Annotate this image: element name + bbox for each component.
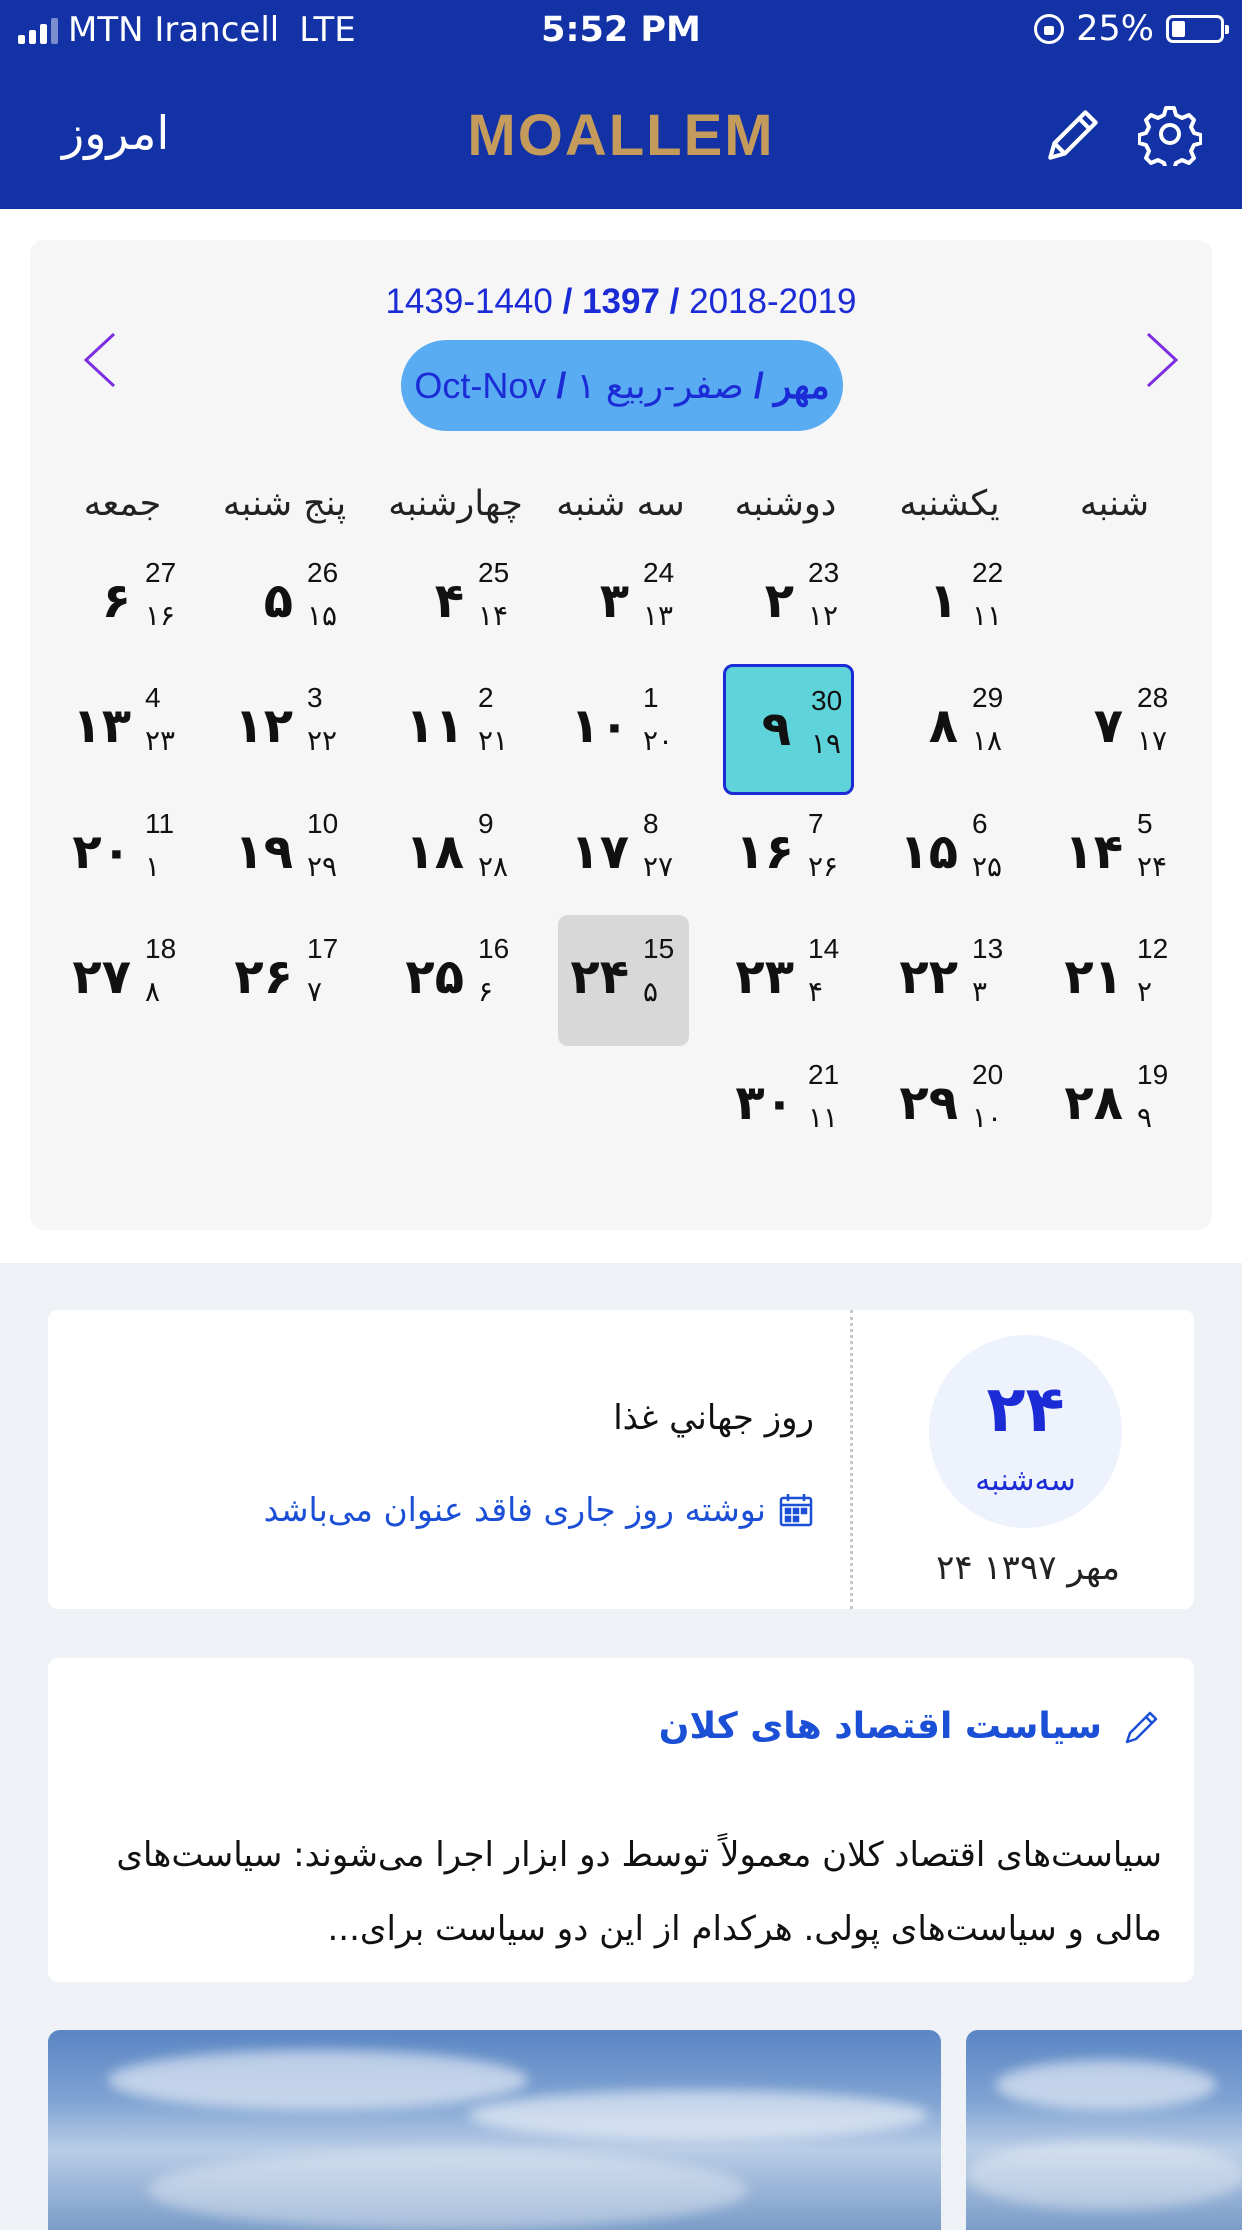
jalali-day-number: ۲۸ [1064, 1075, 1123, 1131]
note-text: نوشته روز جاری فاقد عنوان می‌باشد [263, 1490, 766, 1529]
gregorian-months: Oct-Nov [414, 365, 547, 406]
day-number: ۲۴ [986, 1373, 1065, 1447]
battery-icon [1166, 15, 1224, 43]
post-title-row[interactable] [659, 1706, 1162, 1747]
year-separator: / [562, 282, 573, 321]
weekday-label: شنبه [1079, 484, 1150, 524]
gregorian-day-number: 25 [478, 557, 510, 588]
hijri-day-number: ۱۲ [808, 599, 839, 632]
jalali-day-number: ۷ [1093, 698, 1123, 754]
weekday-label: چهارشنبه [388, 484, 523, 524]
hijri-day-number: ۸ [145, 975, 161, 1008]
hijri-day-number: ۲۹ [307, 850, 338, 883]
gregorian-day-number: 7 [808, 808, 824, 839]
jalali-day-number: ۲۴ [570, 949, 629, 1005]
jalali-day-number: ۱۳ [72, 698, 131, 754]
jalali-day-number: ۹ [761, 701, 791, 757]
gregorian-day-number: 26 [307, 557, 339, 588]
jalali-day-number: ۱۶ [735, 824, 794, 880]
weekday-label: جمعه [83, 484, 162, 524]
hijri-months: صفر-ربیع ۱ [576, 365, 744, 406]
calendar-day[interactable] [723, 539, 854, 670]
hijri-day-number: ۱۹ [811, 727, 842, 760]
hijri-day-number: ۱۰ [972, 1101, 1003, 1134]
gregorian-day-number: 28 [1137, 682, 1169, 713]
jalali-day-number: ۲۷ [72, 949, 131, 1005]
calendar-day[interactable] [222, 664, 353, 795]
full-date: ۲۴ مهر ۱۳۹۷ [936, 1548, 1120, 1588]
jalali-day-number: ۵ [263, 573, 293, 629]
top-nav-bar [0, 60, 1242, 209]
hijri-day-number: ۵ [643, 975, 659, 1008]
gregorian-day-number: 16 [478, 933, 510, 964]
jalali-day-number: ۴ [434, 573, 464, 629]
settings-gear-icon[interactable] [1138, 102, 1202, 166]
calendar-day[interactable] [1052, 915, 1183, 1046]
calendar-day[interactable] [222, 915, 353, 1046]
post-image-next[interactable] [966, 2030, 1242, 2230]
hijri-day-number: ۱۶ [145, 599, 176, 632]
calendar-day[interactable] [393, 664, 524, 795]
calendar-day[interactable] [1052, 1041, 1183, 1172]
hijri-day-number: ۲۷ [643, 850, 674, 883]
day-circle [929, 1335, 1122, 1528]
hijri-day-number: ۲ [1137, 975, 1153, 1008]
edit-icon[interactable] [1040, 102, 1106, 168]
jalali-day-number: ۲۵ [405, 949, 464, 1005]
calendar-day[interactable] [1052, 664, 1183, 795]
battery-percent: 25% [1076, 9, 1154, 49]
jalali-day-number: ۲۳ [735, 949, 794, 1005]
hijri-day-number: ۱۳ [643, 599, 674, 632]
hijri-day-number: ۷ [307, 975, 323, 1008]
hijri-day-number: ۹ [1137, 1101, 1153, 1134]
calendar-day[interactable] [887, 1041, 1018, 1172]
gregorian-day-number: 30 [811, 685, 843, 716]
jalali-day-number: ۱۵ [899, 824, 958, 880]
status-bar [0, 0, 1242, 60]
hijri-day-number: ۱ [145, 850, 161, 883]
status-right [1034, 9, 1224, 49]
jalali-day-number: ۱۰ [570, 698, 629, 754]
calendar-day[interactable] [887, 915, 1018, 1046]
calendar-section [0, 209, 1242, 1263]
gregorian-day-number: 12 [1137, 933, 1169, 964]
jalali-day-number: ۲ [764, 573, 794, 629]
jalali-day-number: ۳۰ [735, 1075, 794, 1131]
post-title: سیاست اقتصاد های کلان [658, 1706, 1102, 1747]
calendar-day[interactable] [887, 539, 1018, 670]
hijri-year: 1439-1440 [385, 282, 553, 321]
jalali-day-number: ۱۸ [405, 824, 464, 880]
gregorian-day-number: 29 [972, 682, 1004, 713]
gregorian-day-number: 27 [145, 557, 177, 588]
gregorian-day-number: 20 [972, 1059, 1004, 1090]
card-divider [850, 1310, 853, 1609]
gregorian-day-number: 11 [145, 808, 175, 839]
year-separator: / [669, 282, 680, 321]
calendar-day[interactable] [558, 664, 689, 795]
calendar-day[interactable] [558, 539, 689, 670]
gregorian-day-number: 5 [1137, 808, 1153, 839]
hijri-day-number: ۲۵ [972, 850, 1003, 883]
month-separator: / [556, 365, 567, 406]
jalali-day-number: ۱۷ [570, 824, 629, 880]
calendar-day[interactable] [723, 790, 854, 921]
jalali-day-number: ۲۶ [234, 949, 293, 1005]
calendar-day[interactable] [60, 539, 191, 670]
post-excerpt: سیاست‌های اقتصاد کلان معمولاً توسط دو ابزار اجرا می‌شوند: سیاست‌های مالی و سیاست‌های پولی. هرکدام از این دو سیاست برای... [116, 1835, 1162, 1949]
gregorian-day-number: 3 [307, 682, 323, 713]
event-title: روز جهاني غذا [613, 1398, 814, 1438]
hijri-day-number: ۱۱ [972, 599, 1003, 632]
jalali-day-number: ۱۱ [405, 698, 464, 754]
jalali-day-number: ۱۹ [234, 824, 293, 880]
hijri-day-number: ۲۶ [808, 850, 839, 883]
calendar-day[interactable] [558, 790, 689, 921]
gregorian-day-number: 9 [478, 808, 494, 839]
calendar-day[interactable] [393, 790, 524, 921]
hijri-day-number: ۲۳ [145, 724, 176, 757]
carrier-name: MTN Irancell [68, 10, 280, 50]
gregorian-day-number: 6 [972, 808, 988, 839]
calendar-day-today[interactable] [558, 915, 689, 1046]
edit-pencil-icon[interactable] [1122, 1707, 1162, 1747]
jalali-day-number: ۳ [599, 573, 629, 629]
hijri-day-number: ۲۴ [1137, 850, 1168, 883]
network-type: LTE [299, 10, 356, 50]
calendar-panel [30, 240, 1212, 1230]
jalali-day-number: ۲۱ [1064, 949, 1123, 1005]
hijri-day-number: ۱۸ [972, 724, 1003, 757]
gregorian-day-number: 21 [808, 1059, 840, 1090]
day-name: سه‌شنبه [975, 1463, 1076, 1498]
calendar-day[interactable] [393, 915, 524, 1046]
hijri-day-number: ۳ [972, 975, 988, 1008]
weekday-label: سه شنبه [556, 484, 685, 524]
month-selector[interactable] [401, 340, 843, 431]
weekday-label: دوشنبه [734, 484, 837, 524]
gregorian-day-number: 18 [145, 933, 177, 964]
hijri-day-number: ۱۷ [1137, 724, 1168, 757]
jalali-year: 1397 [582, 282, 660, 321]
gregorian-day-number: 24 [643, 557, 675, 588]
calendar-day[interactable] [723, 1041, 854, 1172]
next-month-chevron-icon[interactable] [1132, 320, 1192, 400]
jalali-day-number: ۶ [101, 573, 131, 629]
gregorian-day-number: 4 [145, 682, 161, 713]
gregorian-day-number: 8 [643, 808, 659, 839]
hijri-day-number: ۲۱ [478, 724, 509, 757]
jalali-month: مهر [773, 365, 830, 406]
gregorian-day-number: 2 [478, 682, 494, 713]
gregorian-day-number: 22 [972, 557, 1004, 588]
calendar-day[interactable] [887, 790, 1018, 921]
rotation-lock-icon [1034, 14, 1064, 44]
day-note-link[interactable] [264, 1490, 814, 1529]
jalali-day-number: ۱ [928, 573, 958, 629]
gregorian-day-number: 1 [643, 682, 659, 713]
calendar-day[interactable] [60, 664, 191, 795]
calendar-day-selected[interactable] [723, 664, 854, 795]
today-button[interactable]: امروز [62, 106, 170, 160]
jalali-day-number: ۱۲ [234, 698, 293, 754]
calendar-day[interactable] [60, 915, 191, 1046]
hijri-day-number: ۲۸ [478, 850, 509, 883]
gregorian-day-number: 14 [808, 933, 840, 964]
jalali-day-number: ۱۴ [1064, 824, 1123, 880]
calendar-day[interactable] [393, 539, 524, 670]
calendar-day[interactable] [887, 664, 1018, 795]
weekday-header [30, 484, 1212, 534]
calendar-icon [778, 1492, 814, 1528]
hijri-day-number: ۴ [808, 975, 824, 1008]
hijri-day-number: ۲۲ [307, 724, 338, 757]
gregorian-day-number: 13 [972, 933, 1004, 964]
calendar-day[interactable] [222, 539, 353, 670]
gregorian-day-number: 15 [643, 933, 675, 964]
hijri-day-number: ۲۰ [643, 724, 674, 757]
jalali-day-number: ۲۰ [72, 824, 131, 880]
calendar-day[interactable] [222, 790, 353, 921]
month-separator: / [753, 365, 764, 406]
calendar-day[interactable] [60, 790, 191, 921]
app-logo: MOALLEM [467, 103, 775, 168]
gregorian-day-number: 23 [808, 557, 840, 588]
gregorian-day-number: 19 [1137, 1059, 1169, 1090]
weekday-label: یکشنبه [899, 484, 1000, 524]
jalali-day-number: ۲۲ [899, 949, 958, 1005]
hijri-day-number: ۱۴ [478, 599, 509, 632]
today-card[interactable] [48, 1310, 1194, 1609]
calendar-day[interactable] [1052, 790, 1183, 921]
gregorian-day-number: 10 [307, 808, 339, 839]
hijri-day-number: ۱۵ [307, 599, 338, 632]
post-image[interactable] [48, 2030, 941, 2230]
weekday-label: پنج شنبه [222, 484, 347, 524]
prev-month-chevron-icon[interactable] [70, 320, 130, 400]
hijri-day-number: ۱۱ [808, 1101, 839, 1134]
year-header [30, 282, 1212, 322]
jalali-day-number: ۲۹ [899, 1075, 958, 1131]
post-card[interactable] [48, 1658, 1194, 1982]
status-time: 5:52 PM [541, 10, 701, 50]
calendar-day[interactable] [723, 915, 854, 1046]
gregorian-year: 2018-2019 [689, 282, 857, 321]
gregorian-day-number: 17 [307, 933, 339, 964]
jalali-day-number: ۸ [928, 698, 958, 754]
hijri-day-number: ۶ [478, 975, 494, 1008]
